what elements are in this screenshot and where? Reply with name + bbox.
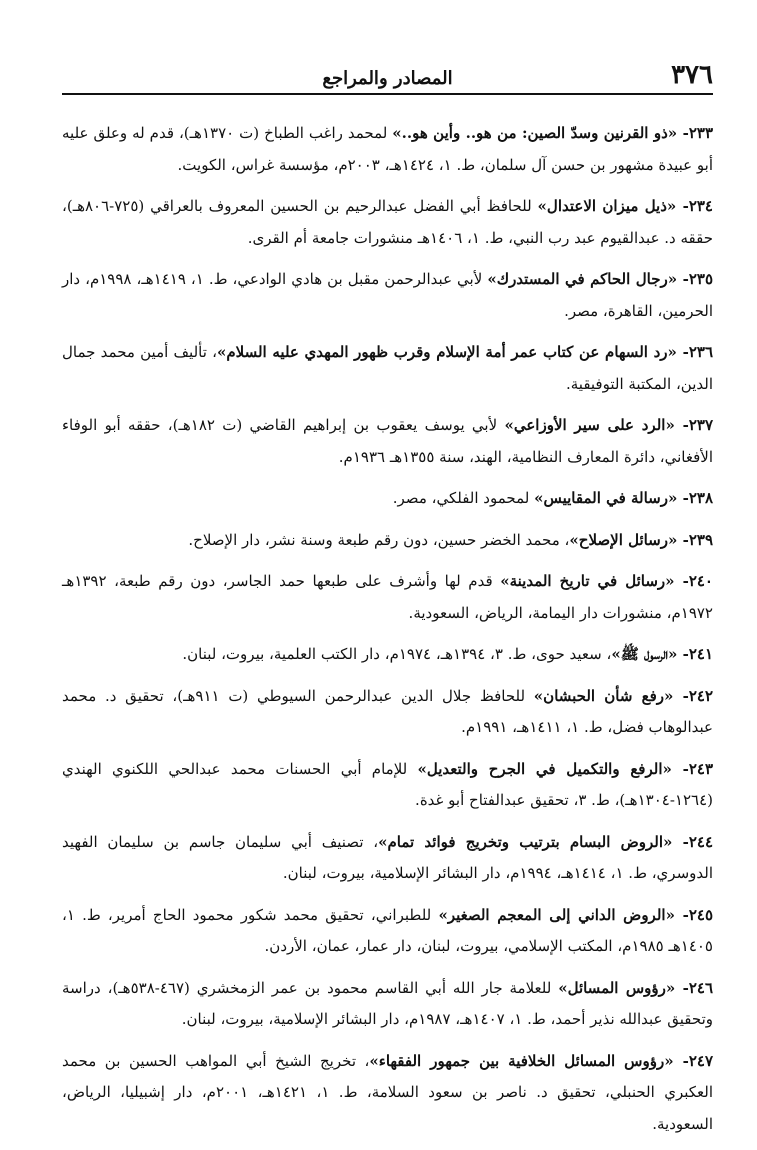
entry-number: ٢٣٦-	[676, 343, 714, 361]
bibliography-entry	[62, 639, 713, 671]
entry-title: «الروض الداني إلى المعجم الصغير»	[438, 905, 675, 924]
entry-details: لمحمود الفلكي، مصر.	[392, 489, 535, 507]
page-number: ٣٧٦	[671, 60, 713, 90]
entry-title: «رسائل الإصلاح»	[569, 530, 678, 549]
entry-details: لأبي عبدالرحمن مقبل بن هادي الوادعي، ط. ١، ١٤١٩هـ، ١٩٩٨م، دار الحرمين، القاهرة، مصر.	[62, 270, 713, 320]
page-header	[62, 58, 713, 94]
entry-title: «رؤوس المسائل الخلافية بين جمهور الفقهاء»	[369, 1051, 674, 1070]
entry-number: ٢٤٣-	[671, 759, 713, 778]
entry-number: ٢٤١-	[677, 645, 713, 663]
entry-details: لأبي يوسف يعقوب بن إبراهيم القاضي (ت ١٨٢هـ)، حققه أبو الوفاء الأفغاني، دائرة المعارف النظامية، الهند، سنة ١٣٥٥هـ ١٩٣٦م.	[62, 416, 713, 466]
entry-details: للإمام أبي الحسنات محمد عبدالحي اللكنوي الهندي (١٢٦٤-١٣٠٤هـ)، ط. ٣، تحقيق عبدالفتاح أبو غدة.	[62, 759, 713, 809]
entry-title: «الرد على سير الأوزاعي»	[504, 416, 675, 434]
entry-details: قدم لها وأشرف على طبعها حمد الجاسر، دون رقم طبعة، ١٣٩٢هـ ١٩٧٢م، منشورات دار اليمامة، الرياض، السعودية.	[62, 572, 713, 622]
entry-number: ٢٤٦-	[675, 978, 713, 997]
bibliography-entry	[62, 754, 713, 817]
entry-number: ٢٣٣-	[677, 124, 714, 142]
entry-title: «رد السهام عن كتاب عمر أمة الإسلام وقرب ظهور المهدي عليه السلام»	[216, 343, 677, 361]
bibliography-entry	[62, 973, 713, 1036]
entry-details: للعلامة جار الله أبي القاسم محمود بن عمر الزمخشري (٤٦٧-٥٣٨هـ)، دراسة وتحقيق عبدالله نذير أحمد، ط. ١، ١٤٠٧هـ، ١٩٨٧م، دار البشائر الإسلامية، بيروت، لبنان.	[62, 978, 713, 1028]
entry-title: «الرسول ﷺ»	[611, 645, 678, 663]
bibliography-entry	[62, 264, 713, 327]
entry-title: «رؤوس المسائل»	[558, 978, 676, 997]
bibliography-entry	[62, 337, 713, 400]
entry-details: ، تخريج الشيخ أبي المواهب الحسين بن محمد العكبري الحنبلي، تحقيق د. ناصر بن سعود السلامة، ط. ١، ١٤٢١هـ، ٢٠٠١م، دار إشبيليا، الرياض، السعودية.	[62, 1051, 714, 1133]
bibliography-entry	[62, 118, 713, 181]
entry-number: ٢٣٥-	[677, 270, 713, 288]
running-title: المصادر والمراجع	[322, 68, 453, 89]
entry-title: «رسائل في تاريخ المدينة»	[500, 572, 675, 590]
bibliography-entry	[62, 1046, 713, 1141]
bibliography-entry	[62, 900, 713, 963]
bibliography-entry	[62, 483, 713, 515]
entry-details: ، محمد الخضر حسين، دون رقم طبعة وسنة نشر، دار الإصلاح.	[188, 530, 570, 549]
entry-number: ٢٤٥-	[674, 905, 713, 924]
entry-title: «رفع شأن الحبشان»	[533, 686, 674, 705]
entry-title: «رسالة في المقاييس»	[534, 489, 678, 507]
entry-details: ، تصنيف أبي سليمان جاسم بن سليمان الفهيد الدوسري، ط. ١، ١٤١٤هـ، ١٩٩٤م، دار البشائر الإسلامية، بيروت، لبنان.	[62, 832, 713, 882]
bibliography-entry	[62, 566, 713, 629]
entry-title: «الروض البسام بترتيب وتخريج فوائد تمام»	[378, 832, 673, 851]
entry-number: ٢٣٩-	[677, 530, 713, 549]
entry-number: ٢٣٤-	[676, 197, 713, 215]
entry-details: ، سعيد حوى، ط. ٣، ١٣٩٤هـ، ١٩٧٤م، دار الكتب العلمية، بيروت، لبنان.	[182, 645, 612, 663]
entry-number: ٢٣٨-	[677, 489, 713, 507]
entry-details: للحافظ أبي الفضل عبدالرحيم بن الحسين المعروف بالعراقي (٧٢٥-٨٠٦هـ)، حققه د. عبدالقيوم عبد رب النبي، ط. ١، ١٤٠٦هـ منشورات جامعة أم القرى.	[62, 197, 713, 247]
entry-title: «ذيل ميزان الاعتدال»	[537, 197, 677, 215]
entry-number: ٢٤٠-	[674, 572, 713, 590]
entry-number: ٢٤٤-	[672, 832, 713, 851]
bibliography-entry	[62, 827, 713, 890]
bibliography-entry	[62, 681, 713, 744]
entry-details: ، تأليف أمين محمد جمال الدين، المكتبة التوفيقية.	[62, 343, 713, 393]
entry-details: للحافظ جلال الدين عبدالرحمن السيوطي (ت ٩١١هـ)، تحقيق د. محمد عبدالوهاب فضل، ط. ١، ١٤١١هـ، ١٩٩١م.	[62, 686, 713, 736]
entry-details: للطبراني، تحقيق محمد شكور محمود الحاج أمرير، ط. ١، ١٤٠٥هـ ١٩٨٥م، المكتب الإسلامي، بيروت، لبنان، دار عمار، عمان، الأردن.	[62, 905, 713, 955]
bibliography-entry	[62, 191, 713, 254]
entry-title: «الرفع والتكميل في الجرح والتعديل»	[417, 759, 672, 778]
bibliography-list	[62, 118, 713, 1150]
entry-number: ٢٤٧-	[673, 1051, 714, 1070]
entry-details: لمحمد راغب الطباخ (ت ١٣٧٠هـ)، قدم له وعلق عليه أبو عبيدة مشهور بن حسن آل سلمان، ط. ١، ١٤٢٤هـ، ٢٠٠٣م، مؤسسة غراس، الكويت.	[62, 124, 713, 174]
entry-number: ٢٤٢-	[673, 686, 713, 705]
entry-title: «رجال الحاكم في المستدرك»	[487, 270, 678, 288]
bibliography-entry	[62, 410, 713, 473]
entry-title: «ذو القرنين وسدّ الصين: من هو.. وأين هو..»	[392, 124, 678, 142]
entry-number: ٢٣٧-	[674, 416, 713, 434]
header-rule	[62, 93, 713, 95]
bibliography-entry	[62, 525, 713, 557]
